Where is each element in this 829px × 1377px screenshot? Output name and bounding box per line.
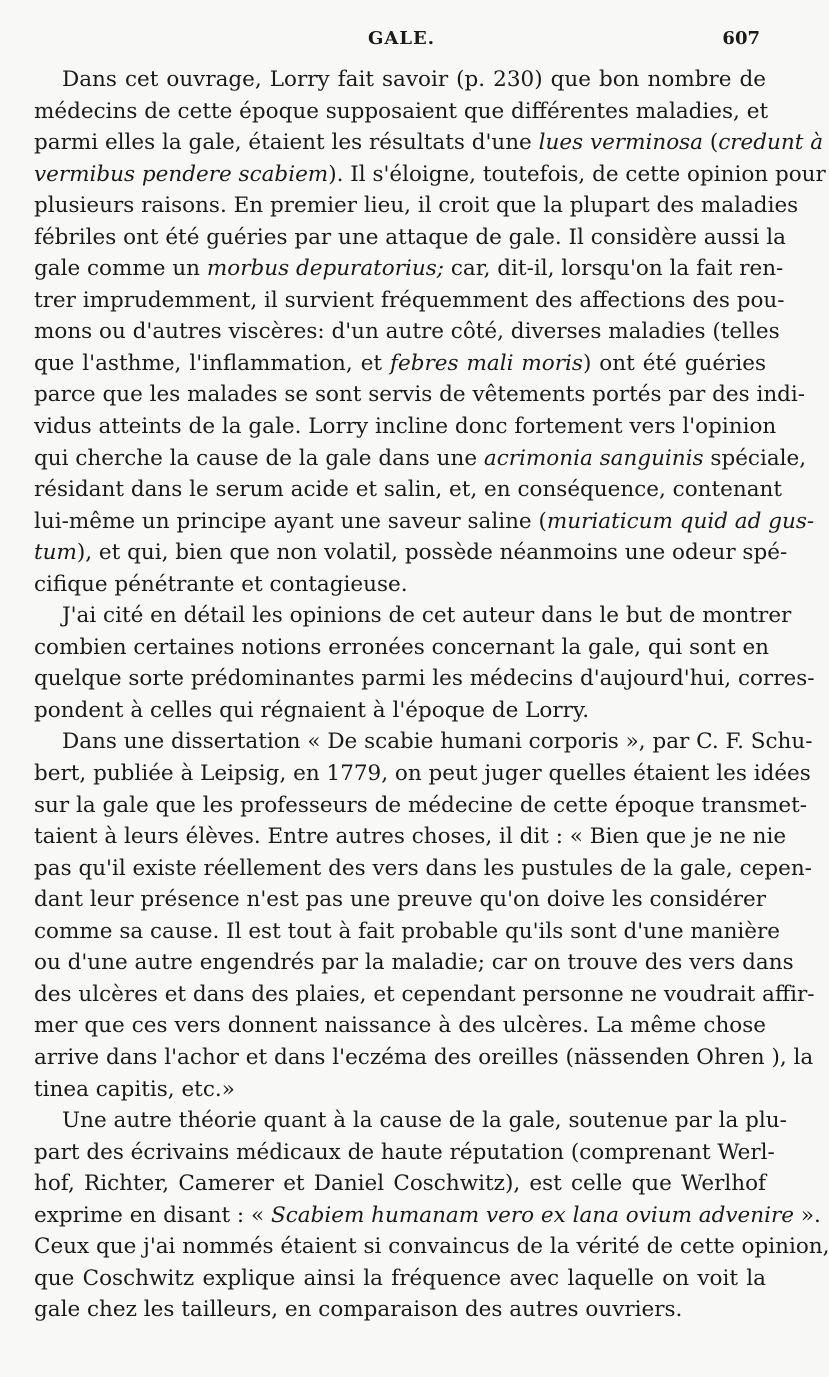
text-line: sur la gale que les professeurs de médecine de cette époque transmet-	[34, 792, 808, 818]
text-line: hof, Richter, Camerer et Daniel Coschwitz), est celle que Werlhof	[34, 1171, 766, 1197]
text-line: gale chez les tailleurs, en comparaison des autres ouvriers.	[34, 1297, 683, 1323]
text-line: résidant dans le serum acide et salin, et, en conséquence, contenant	[34, 477, 783, 503]
text-line: part des écrivains médicaux de haute réputation (comprenant Werl-	[34, 1139, 775, 1165]
text-line: pondent à celles qui régnaient à l'époque de Lorry.	[34, 697, 590, 723]
text-line: mer que ces vers donnent naissance à des ulcères. La même chose	[34, 1013, 766, 1039]
text-line: vermibus pendere scabiem). Il s'éloigne, toutefois, de cette opinion pour	[34, 161, 826, 187]
text-line: que l'asthme, l'inflammation, et febres mali moris) ont été guéries	[34, 350, 767, 376]
text-line: bert, publiée à Leipsig, en 1779, on peut juger quelles étaient les idées	[34, 761, 811, 787]
text-line: mons ou d'autres viscères: d'un autre côté, diverses maladies (telles	[34, 319, 780, 345]
text-line: tum), et qui, bien que non volatil, possède néanmoins une odeur spé-	[34, 540, 788, 566]
body-text	[34, 64, 829, 1326]
text-line: Ceux que j'ai nommés étaient si convaincus de la vérité de cette opinion,	[34, 1234, 829, 1260]
text-line: Une autre théorie quant à la cause de la gale, soutenue par la plu-	[62, 1108, 787, 1134]
text-line: dant leur présence n'est pas une preuve qu'on doive les considérer	[34, 887, 766, 913]
text-line: Dans une dissertation « De scabie humani corporis », par C. F. Schu-	[62, 729, 813, 755]
text-line: parmi elles la gale, étaient les résultats d'une lues verminosa (credunt à	[34, 130, 824, 156]
text-line: quelque sorte prédominantes parmi les médecins d'aujourd'hui, corres-	[34, 666, 815, 692]
text-line: des ulcères et dans des plaies, et cependant personne ne voudrait affir-	[34, 981, 815, 1007]
text-line: fébriles ont été guéries par une attaque de gale. Il considère aussi la	[34, 224, 786, 250]
text-line: taient à leurs élèves. Entre autres choses, il dit : « Bien que je ne nie	[34, 824, 787, 850]
text-line: médecins de cette époque supposaient que différentes maladies, et	[34, 98, 769, 124]
text-line: J'ai cité en détail les opinions de cet auteur dans le but de montrer	[62, 603, 792, 629]
text-line: Dans cet ouvrage, Lorry fait savoir (p. 230) que bon nombre de	[62, 67, 766, 92]
running-head	[0, 28, 800, 58]
text-line: lui-même un principe ayant une saveur saline (muriaticum quid ad gus-	[34, 508, 815, 534]
text-line: plusieurs raisons. En premier lieu, il croit que la plupart des maladies	[34, 193, 799, 219]
text-line: arrive dans l'achor et dans l'eczéma des oreilles (nässenden Ohren ), la	[34, 1044, 814, 1070]
text-line: tinea capitis, etc.»	[34, 1076, 235, 1102]
text-line: pas qu'il existe réellement des vers dans les pustules de la gale, cepen-	[34, 855, 812, 881]
text-line: gale comme un morbus depuratorius; car, dit-il, lorsqu'on la fait ren-	[34, 256, 784, 282]
text-line: ou d'une autre engendrés par la maladie; car on trouve des vers dans	[34, 950, 794, 976]
text-line: cifique pénétrante et contagieuse.	[34, 571, 408, 597]
page-number: 607	[722, 28, 760, 49]
text-line: combien certaines notions erronées concernant la gale, qui sont en	[34, 634, 770, 660]
text-line: comme sa cause. Il est tout à fait probable qu'ils sont d'une manière	[34, 918, 781, 944]
running-head-title: GALE.	[368, 28, 435, 49]
text-line: parce que les malades se sont servis de vêtements portés par des indi-	[34, 382, 806, 408]
text-line: qui cherche la cause de la gale dans une acrimonia sanguinis spéciale,	[34, 445, 807, 471]
text-line: exprime en disant : « Scabiem humanam vero ex lana ovium advenire ».	[34, 1202, 821, 1228]
text-line: vidus atteints de la gale. Lorry incline donc fortement vers l'opinion	[34, 414, 777, 440]
text-line: que Coschwitz explique ainsi la fréquence avec laquelle on voit la	[34, 1265, 766, 1291]
text-line: trer imprudemment, il survient fréquemment des affections des pou-	[34, 287, 785, 313]
